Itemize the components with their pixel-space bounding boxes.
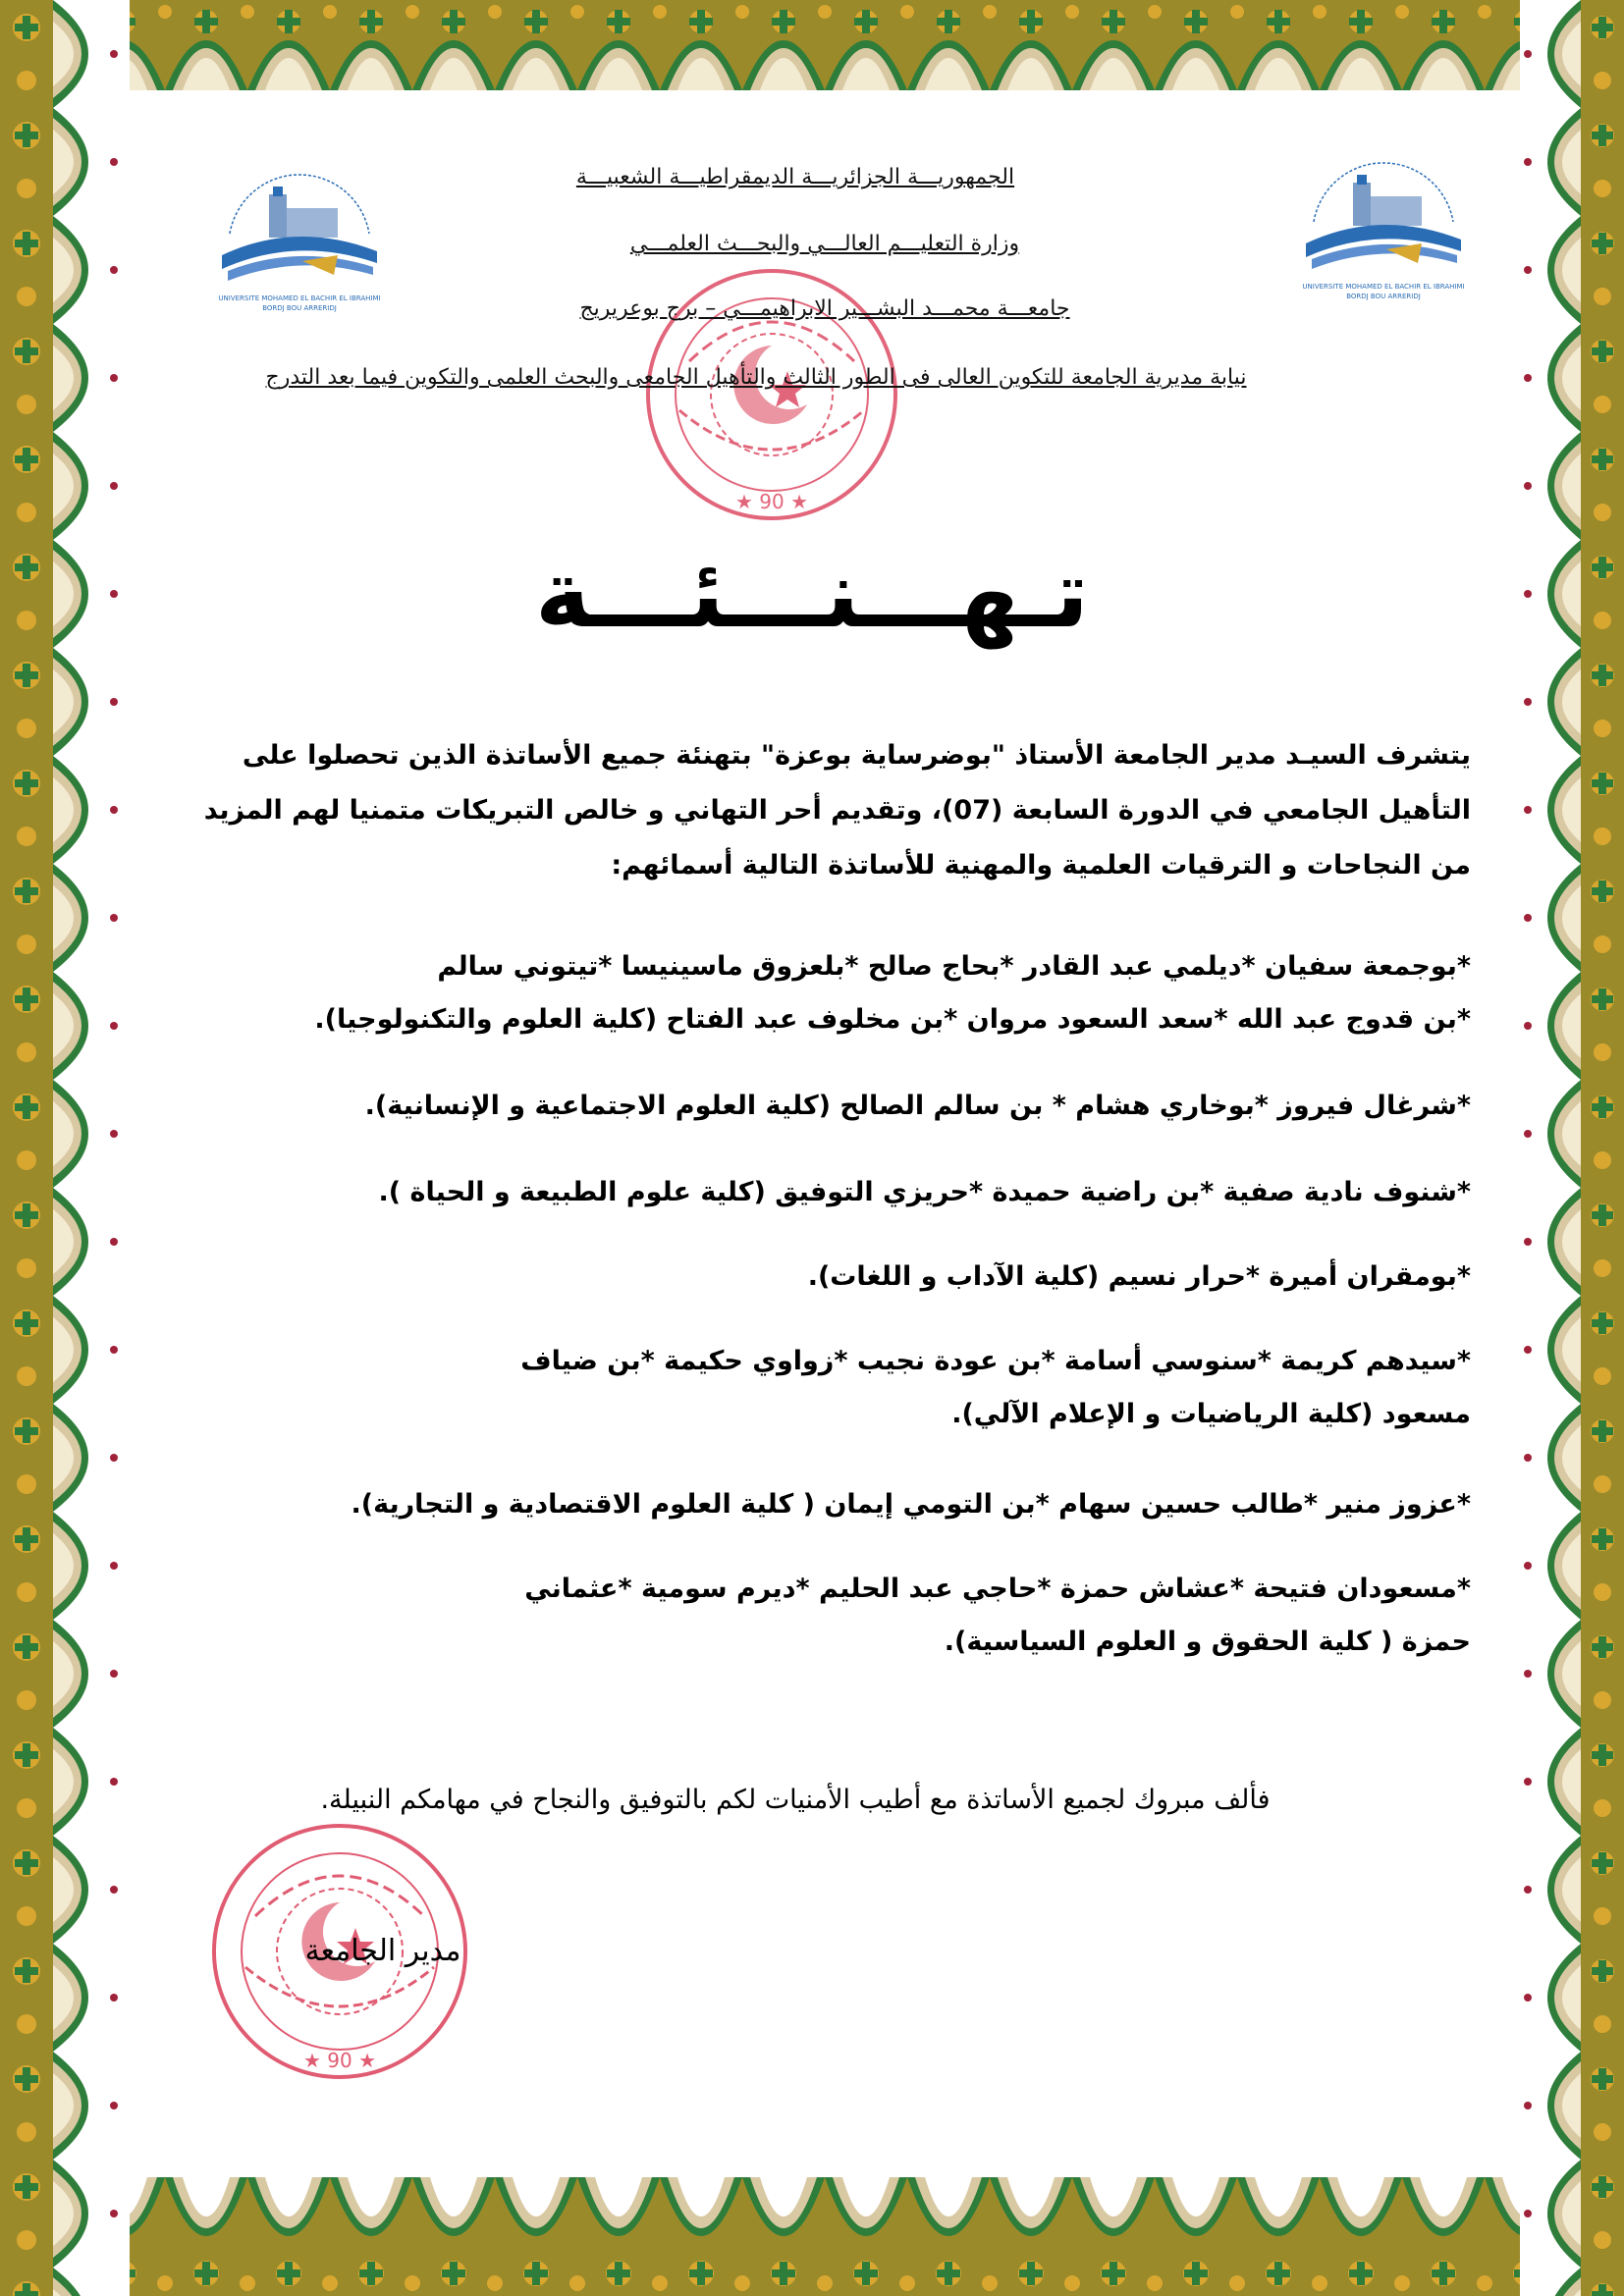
faculty-group-law bbox=[120, 1563, 1471, 1669]
names-line: *شنوف نادية صفية *بن راضية حميدة *حريزي التوفيق (كلية علوم الطبيعة و الحياة ). bbox=[378, 1177, 1471, 1207]
faculty-group-science-technology bbox=[120, 940, 1471, 1046]
intro-line: يتشرف السيـد مدير الجامعة الأستاذ "بوضرساية بوعزة" بتهنئة جميع الأساتذة الذين تحصلوا على bbox=[242, 740, 1471, 771]
svg-text:★ 90 ★: ★ 90 ★ bbox=[302, 2049, 377, 2072]
faculty-group-social-sciences bbox=[120, 1080, 1471, 1133]
intro-paragraph bbox=[120, 728, 1471, 893]
names-line: *مسعودان فتيحة *عشاش حمزة *حاجي عبد الحليم *ديرم سومية *عثماني bbox=[524, 1574, 1471, 1604]
intro-line: التأهيل الجامعي في الدورة السابعة (07)، وتقديم أحر التهاني و خالص التبريكات متمنيا لهم المزيد bbox=[203, 795, 1471, 826]
names-line: *سيدهم كريمة *سنوسي أسامة *بن عودة نجيب *زواوي حكيمة *بن ضياف bbox=[520, 1346, 1471, 1376]
svg-text:★ 90 ★: ★ 90 ★ bbox=[734, 490, 809, 513]
university-logo-right bbox=[1292, 157, 1475, 304]
names-line: مسعود (كلية الرياضيات و الإعلام الآلي). bbox=[951, 1399, 1471, 1429]
university-logo-left bbox=[208, 165, 391, 322]
svg-text:UNIVERSITE MOHAMED EL BACHIR E: UNIVERSITE MOHAMED EL BACHIR EL IBRAHIMI bbox=[218, 294, 381, 302]
faculty-group-mathematics-cs bbox=[120, 1335, 1471, 1441]
signature-label: مدير الجامعة bbox=[304, 1934, 461, 1968]
header-vice-rectorate: نيابة مديرية الجامعة للتكوين العالى فى الطور الثالث والتأهيل الجامعى والبحث العلمى والتكوين فيما بعد التدرج bbox=[265, 365, 1247, 390]
decorative-border-bottom bbox=[0, 2177, 1624, 2296]
faculty-group-economics bbox=[120, 1478, 1471, 1531]
names-line: *بومقران أميرة *حرار نسيم (كلية الآداب و اللغات). bbox=[807, 1261, 1471, 1292]
decorative-border-left bbox=[0, 0, 130, 2296]
faculty-group-natural-sciences bbox=[120, 1166, 1471, 1219]
intro-line: من النجاحات و الترقيات العلمية والمهنية للأساتذة التالية أسمائهم: bbox=[611, 850, 1471, 881]
page-title: تـهـــنـــئـــة bbox=[534, 539, 1090, 649]
names-line: *بوجمعة سفيان *ديلمي عبد القادر *بحاج صالح *بلعزوق ماسينيسا *تيتوني سالم bbox=[437, 951, 1471, 982]
decorative-border-right bbox=[1520, 0, 1624, 2296]
names-line: *عزوز منير *طالب حسين سهام *بن التومي إيمان ( كلية العلوم الاقتصادية و التجارية). bbox=[351, 1489, 1471, 1520]
svg-text:BORDJ BOU ARRERIDJ: BORDJ BOU ARRERIDJ bbox=[262, 304, 337, 312]
header-republic: الجمهوريـــة الجزائريـــة الديمقراطيـــة الشعبيـــة bbox=[575, 165, 1015, 189]
names-line: *شرغال فيروز *بوخاري هشام * بن سالم الصالح (كلية العلوم الاجتماعية و الإنسانية). bbox=[364, 1091, 1471, 1121]
decorative-border-top bbox=[0, 0, 1624, 90]
closing-wishes: فألف مبروك لجميع الأساتذة مع أطيب الأمنيات لكم بالتوفيق والنجاح في مهامكم النبيلة. bbox=[320, 1785, 1271, 1815]
svg-text:BORDJ BOU ARRERIDJ: BORDJ BOU ARRERIDJ bbox=[1346, 293, 1421, 300]
svg-text:UNIVERSITE MOHAMED EL BACHIR E: UNIVERSITE MOHAMED EL BACHIR EL IBRAHIMI bbox=[1302, 283, 1465, 291]
header-university: جامعـــة محمـــد البشـــير الابراهيمـــي – برج بوعريريج bbox=[579, 296, 1070, 321]
names-line: حمزة ( كلية الحقوق و العلوم السياسية). bbox=[944, 1627, 1471, 1657]
faculty-group-letters-languages bbox=[120, 1251, 1471, 1304]
names-line: *بن قدوج عبد الله *سعد السعود مروان *بن مخلوف عبد الفتاح (كلية العلوم والتكنولوجيا). bbox=[314, 1004, 1471, 1035]
header-ministry: وزارة التعليـــم العالـــي والبحـــث العلمـــي bbox=[629, 232, 1020, 256]
